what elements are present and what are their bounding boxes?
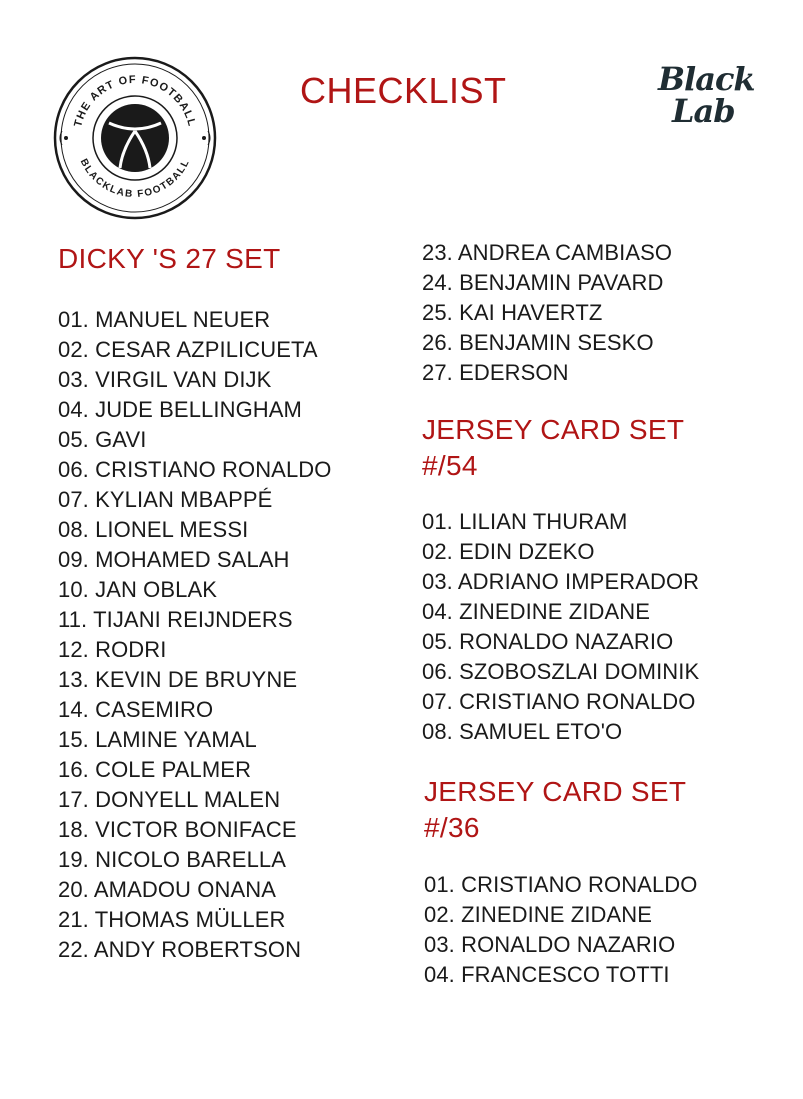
list-item: 19. NICOLO BARELLA [58, 847, 287, 872]
list-item: 06. CRISTIANO RONALDO [58, 457, 332, 482]
list-item: 03. VIRGIL VAN DIJK [58, 367, 272, 392]
list-item: 27. EDERSON [422, 360, 569, 385]
logo-top-text: THE ART OF FOOTBALL [72, 73, 198, 129]
list-item: 21. THOMAS MÜLLER [58, 907, 286, 932]
list-item: 03. RONALDO NAZARIO [424, 932, 676, 957]
section-heading-line-2: #/36 [424, 812, 480, 843]
list-item: 05. RONALDO NAZARIO [422, 629, 674, 654]
dickys-set-list [58, 305, 332, 965]
list-item: 07. CRISTIANO RONALDO [422, 689, 696, 714]
art-of-football-logo [52, 55, 218, 221]
list-item: 04. JUDE BELLINGHAM [58, 397, 302, 422]
list-item: 23. ANDREA CAMBIASO [422, 240, 673, 265]
black-lab-logo [652, 60, 755, 132]
list-item: 08. SAMUEL ETO'O [422, 719, 623, 744]
list-item: 01. MANUEL NEUER [58, 307, 271, 332]
brand-line-1: Black [658, 60, 755, 98]
list-item: 26. BENJAMIN SESKO [422, 330, 654, 355]
list-item: 01. CRISTIANO RONALDO [424, 872, 698, 897]
section-heading-line-1: JERSEY CARD SET [422, 414, 685, 445]
list-item: 04. ZINEDINE ZIDANE [422, 599, 651, 624]
page-title: CHECKLIST [300, 70, 507, 111]
list-item: 08. LIONEL MESSI [58, 517, 249, 542]
list-item: 03. ADRIANO IMPERADOR [422, 569, 700, 594]
list-item: 13. KEVIN DE BRUYNE [58, 667, 298, 692]
list-item: 22. ANDY ROBERTSON [58, 937, 302, 962]
list-item: 07. KYLIAN MBAPPÉ [58, 487, 273, 512]
list-item: 18. VICTOR BONIFACE [58, 817, 297, 842]
list-item: 10. JAN OBLAK [58, 577, 218, 602]
list-item: 02. CESAR AZPILICUETA [58, 337, 318, 362]
list-item: 14. CASEMIRO [58, 697, 214, 722]
section-heading-jersey-54 [422, 412, 684, 484]
list-item: 02. ZINEDINE ZIDANE [424, 902, 653, 927]
list-item: 15. LAMINE YAMAL [58, 727, 257, 752]
jersey-54-list [422, 507, 699, 747]
list-item: 01. LILIAN THURAM [422, 509, 628, 534]
logo-bottom-text: BLACKLAB FOOTBALL [77, 157, 193, 201]
jersey-36-list [424, 870, 698, 990]
list-item: 02. EDIN DZEKO [422, 539, 595, 564]
section-heading-dickys-set: DICKY 'S 27 SET [58, 243, 281, 274]
section-heading-line-2: #/54 [422, 450, 478, 481]
section-heading-jersey-36 [424, 774, 686, 846]
list-item: 09. MOHAMED SALAH [58, 547, 290, 572]
list-item: 12. RODRI [58, 637, 167, 662]
dickys-set-continued-list [422, 238, 672, 388]
list-item: 06. SZOBOSZLAI DOMINIK [422, 659, 700, 684]
list-item: 25. KAI HAVERTZ [422, 300, 603, 325]
section-heading-line-1: JERSEY CARD SET [424, 776, 687, 807]
list-item: 11. TIJANI REIJNDERS [58, 607, 293, 632]
list-item: 20. AMADOU ONANA [58, 877, 276, 902]
list-item: 16. COLE PALMER [58, 757, 252, 782]
list-item: 24. BENJAMIN PAVARD [422, 270, 664, 295]
brand-line-2: Lab [672, 92, 735, 130]
list-item: 17. DONYELL MALEN [58, 787, 281, 812]
football-icon [101, 104, 169, 172]
list-item: 04. FRANCESCO TOTTI [424, 962, 670, 987]
list-item: 05. GAVI [58, 427, 147, 452]
